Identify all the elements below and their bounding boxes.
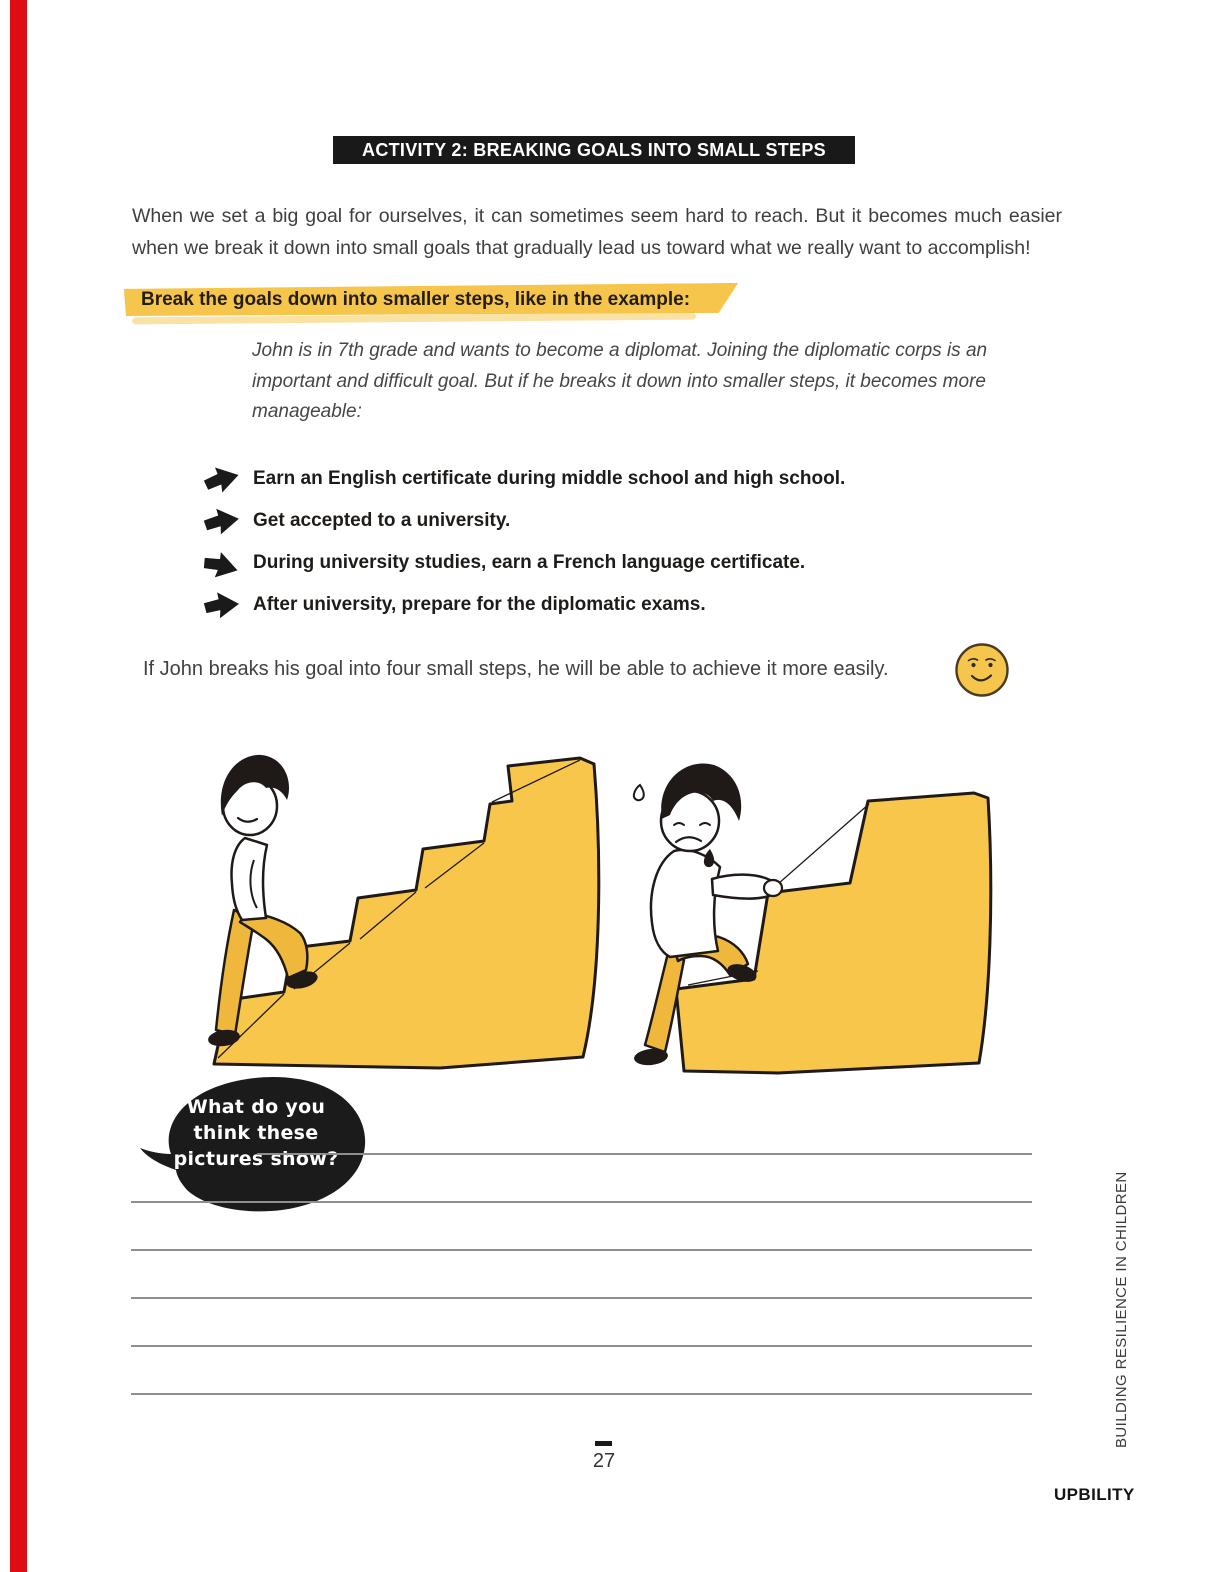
bubble-line: What do you	[186, 1096, 326, 1118]
list-item	[204, 542, 924, 584]
arrow-right-icon	[200, 546, 244, 585]
step-label: Get accepted to a university.	[253, 510, 511, 531]
conclusion-text: If John breaks his goal into four small steps, he will be able to achieve it more easily.	[143, 658, 889, 680]
instruction-text: Break the goals down into smaller steps, like in the example:	[141, 289, 691, 310]
steps-list	[204, 458, 924, 626]
intro-paragraph: When we set a big goal for ourselves, it can sometimes seem hard to reach. But it becomes much easier when we break it down into small goals that gradually lead us toward what we really want to accomplish!	[132, 205, 1062, 259]
example-paragraph: John is in 7th grade and wants to become a diplomat. Joining the diplomatic corps is an important and difficult goal. But if he breaks it down into smaller steps, it becomes more manageable:	[252, 340, 988, 422]
arrow-right-icon	[203, 589, 242, 622]
step-label: Earn an English certificate during middle school and high school.	[253, 468, 846, 489]
step-label: After university, prepare for the diplomatic exams.	[253, 594, 706, 615]
person-struggling-with-big-steps-illustration	[618, 745, 1078, 1075]
list-item	[204, 500, 924, 542]
brand-logo: UPBILITY	[1054, 1485, 1135, 1504]
bubble-line: think these	[193, 1122, 319, 1144]
page-number-dash	[595, 1441, 612, 1446]
person-climbing-small-steps-illustration	[150, 742, 620, 1074]
list-item	[204, 458, 924, 500]
smiley-face-icon	[953, 641, 1011, 699]
side-vertical-title: BUILDING RESILIENCE IN CHILDREN	[1113, 1171, 1130, 1448]
highlighted-instruction	[124, 285, 742, 315]
writing-line	[131, 1345, 1032, 1347]
speech-bubble	[140, 1062, 372, 1217]
writing-line	[257, 1153, 1032, 1155]
list-item	[204, 584, 924, 626]
speech-bubble-text	[166, 1094, 346, 1172]
page-number: 27	[592, 1450, 616, 1472]
writing-line	[131, 1201, 1032, 1203]
writing-line	[131, 1249, 1032, 1251]
arrow-right-icon	[201, 460, 244, 498]
writing-line	[131, 1297, 1032, 1299]
writing-line	[131, 1393, 1032, 1395]
activity-title: ACTIVITY 2: BREAKING GOALS INTO SMALL STEPS	[362, 140, 826, 160]
step-label: During university studies, earn a French language certificate.	[253, 552, 806, 573]
left-accent-bar	[10, 0, 27, 1572]
bubble-line: pictures show?	[173, 1148, 339, 1170]
arrow-right-icon	[202, 504, 243, 539]
activity-title-banner	[333, 136, 855, 164]
